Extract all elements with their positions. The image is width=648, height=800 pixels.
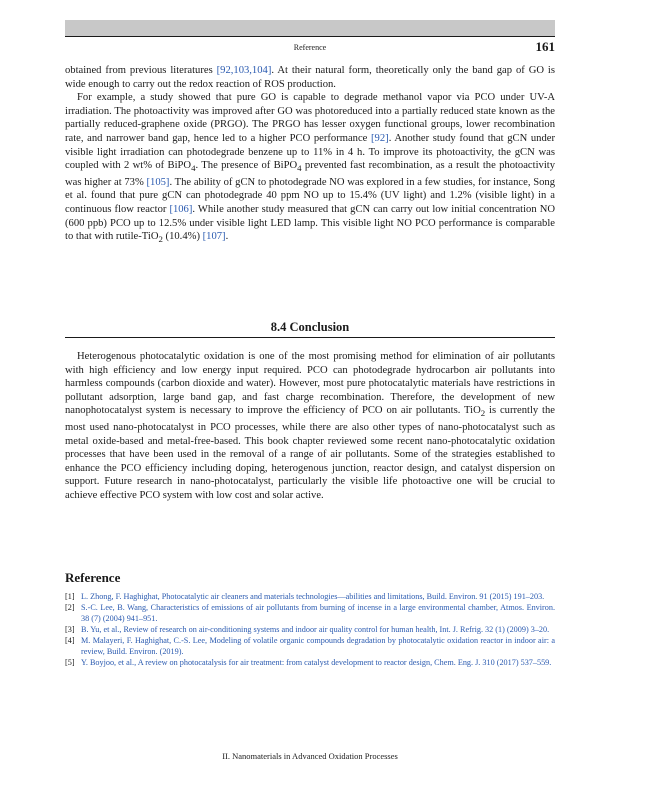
- reference-list: [65, 591, 555, 668]
- reference-number: [5]: [65, 658, 75, 667]
- text-run: is currently the most used nano-photocatalyst in PCO processes, while there are also other types of nano-photocatalyst such as metal oxide-based and metal-free-based. This book chapter reviewed some recent nano-photocatalytic oxidation processes that have been used in the removal of a range of air pollutants. Some of the strategies established to enhance the PCO efficiency including doping, heterogenous junction, reactor design, and catalyst dispersion on support. Future research in nano-photocatalyst, particularly the visible life photoactive one will be crucial to achieve effective PCO system with low cost and solar active.: [65, 405, 555, 502]
- conclusion-body-text: [65, 350, 555, 503]
- references-heading: Reference: [65, 570, 121, 585]
- top-body-text: [65, 64, 555, 247]
- running-title: Reference: [293, 43, 327, 52]
- citation-link[interactable]: [107]: [202, 231, 226, 243]
- subscript: 2: [480, 408, 486, 419]
- text-run: . The presence of BiPO: [195, 160, 298, 172]
- running-head: [65, 39, 555, 56]
- reference-number: [4]: [65, 636, 75, 645]
- citation-link[interactable]: [92,103,104]: [216, 65, 272, 76]
- paragraph-gcn: [65, 91, 555, 247]
- reference-text[interactable]: L. Zhong, F. Haghighat, Photocatalytic air cleaners and materials technologies—abilities and limitations, Build. Environ. 91 (2015) 191–203.: [81, 592, 545, 601]
- text-run: prevented fast recombination, as a result the photoactivity was higher at 73%: [65, 160, 555, 188]
- reference-text[interactable]: Y. Boyjoo, et al., A review on photocatalysis for air treatment: from catalyst development to reactor design, Chem. Eng. J. 310 (2017) 537–559.: [81, 658, 552, 667]
- text-run: Heterogenous photocatalytic oxidation is one of the most promising method for elimination of air pollutants with high efficiency and low energy input required. PCO can photodegrade hydrocarbon air pollutants into harmless compounds (carbon dioxide and water). However, most pure photocatalytic materials have restrictions in pollutant adsorption, large band gap, and fast charge recombination. Therefore, the development of new nanophotocatalyst system is necessary to improve the efficiency of PCO on air pollutants. TiO: [65, 351, 555, 417]
- citation-link[interactable]: [106]: [169, 204, 193, 216]
- reference-item[interactable]: [65, 624, 555, 635]
- reference-number: [2]: [65, 603, 75, 612]
- text-run: . While another study measured that gCN can carry out low initial concentration NO (600 ppb) PCO up to 12.5% under visible light LED lamp. This visible light NO PCO performance is comparable to that with rutile-TiO: [65, 204, 555, 243]
- text-run: obtained from previous literatures: [65, 65, 217, 76]
- reference-item[interactable]: [65, 591, 555, 602]
- text-run: . The ability of gCN to photodegrade NO was explored in a few studies, for instance, Song et al. found that pure gCN can photodegrade 40 ppm NO up to 15.4% (UV light) and 1.2% (visible light) in a continuous flow reactor: [65, 176, 555, 216]
- reference-text[interactable]: S.-C. Lee, B. Wang, Characteristics of emissions of air pollutants from burning of incense in a large environmental chamber, Atmos. Environ. 38 (7) (2004) 941–951.: [81, 603, 555, 623]
- section-heading-conclusion: 8.4 Conclusion: [270, 320, 350, 334]
- page-number: 161: [535, 39, 555, 54]
- subscript: 4: [191, 163, 196, 174]
- reference-item[interactable]: [65, 602, 555, 624]
- text-run: . At their natural form, theoretically only the band gap of GO is wide enough to carry out the redox reaction of ROS production.: [65, 65, 555, 90]
- citation-link[interactable]: [92]: [371, 132, 389, 144]
- header-bar: [65, 20, 555, 36]
- text-run: For example, a study showed that pure GO is capable to degrade methanol vapor via PCO under UV-A irradiation. The photoactivity was improved after GO was photoreduced into a partially reduced state known as the partially reduced-graphene oxide (PRGO). The PRGO has lesser oxygen functional groups, lower recombination rate, and narrower band gap, hence led to a higher PCO performance: [65, 92, 555, 144]
- section-rule: [65, 337, 555, 338]
- paragraph-conclusion: [65, 350, 555, 503]
- reference-item[interactable]: [65, 635, 555, 657]
- reference-text[interactable]: B. Yu, et al., Review of research on air-conditioning systems and indoor air quality control for human health, Int. J. Refrig. 32 (1) (2009) 3–20.: [81, 625, 550, 634]
- reference-item[interactable]: [65, 657, 555, 668]
- paragraph-continuation: [65, 64, 555, 91]
- text-run: . Another study found that gCN under visible light irradiation can photodegrade benzene up to 11% in 4 h. To improve its photoactivity, the gCN was coupled with 2 wt% of BiPO: [65, 132, 555, 172]
- reference-number: [3]: [65, 625, 75, 634]
- text-run: (10.4%): [162, 231, 203, 243]
- text-run: .: [225, 231, 229, 243]
- subscript: 2: [158, 234, 163, 245]
- reference-number: [1]: [65, 592, 75, 601]
- footer: II. Nanomaterials in Advanced Oxidation Processes: [222, 751, 398, 761]
- subscript: 4: [297, 163, 302, 174]
- reference-text[interactable]: M. Malayeri, F. Haghighat, C.-S. Lee, Modeling of volatile organic compounds degradation by photocatalytic oxidation reactor in indoor air: a review, Build. Environ. (2019).: [81, 636, 555, 656]
- citation-link[interactable]: [105]: [146, 176, 170, 188]
- header-rule: [65, 36, 555, 37]
